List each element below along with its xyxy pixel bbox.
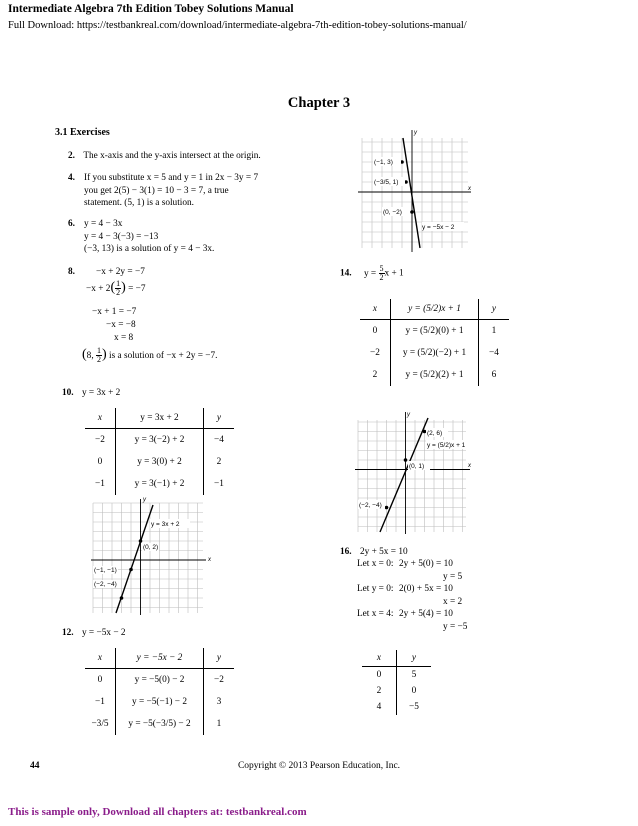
exercise-text: The x-axis and the y-axis intersect at the origin. <box>83 151 261 161</box>
point-label: (−1, 3) <box>374 159 393 166</box>
chapter-heading: Chapter 3 <box>287 95 351 111</box>
document-title: Intermediate Algebra 7th Edition Tobey Solutions Manual <box>8 3 294 15</box>
table-row: −1 y = 3(−1) + 2 −1 <box>85 473 234 495</box>
y-axis-label: y <box>407 412 410 418</box>
exercise-8 <box>68 266 298 376</box>
exercise-line: (−3, 13) is a solution of y = 4 − 3x. <box>84 244 215 254</box>
sample-notice-link[interactable]: This is sample only, Download all chapters at: testbankreal.com <box>8 806 307 818</box>
line-label: y = (5/2)x + 1 <box>427 442 466 449</box>
table-row: 0 y = (5/2)(0) + 1 1 <box>360 320 509 343</box>
table-row: −2 y = (5/2)(−2) + 1 −4 <box>360 342 509 364</box>
exercise-12 <box>62 627 126 640</box>
grid <box>362 138 468 248</box>
exercise-equation: 2y + 5x = 10 <box>359 547 408 557</box>
table-header-row: x y <box>362 650 431 667</box>
equation-line: x = 8 <box>114 333 134 343</box>
exercise-6 <box>68 218 214 256</box>
value-table-10 <box>85 408 234 495</box>
exercise-line: y = 4 − 3x <box>84 219 123 229</box>
exercise-line: y = 4 − 3(−3) = −13 <box>84 231 159 242</box>
table-row: −2 y = 3(−2) + 2 −4 <box>85 429 234 452</box>
graph-ex12 <box>340 128 475 256</box>
point-label: (−2, −4) <box>94 581 117 588</box>
table-row: 0 y = −5(0) − 2 −2 <box>85 669 234 692</box>
exercise-number: 14. <box>340 268 352 279</box>
equation-line: −x = −8 <box>106 320 136 330</box>
table-row: 2 y = (5/2)(2) + 1 6 <box>360 364 509 386</box>
exercise-number: 12. <box>62 628 74 638</box>
point-label: (−2, −4) <box>359 502 382 509</box>
value-table-16 <box>362 650 431 715</box>
exercise-number: 2. <box>68 151 75 161</box>
table-row: 0 5 <box>362 667 431 684</box>
point-label: (0, 2) <box>143 544 159 551</box>
point <box>129 568 133 572</box>
table-row: 2 0 <box>362 683 431 699</box>
point <box>139 539 143 543</box>
exercise-number: 10. <box>62 388 74 398</box>
equation-line: −x + 1 = −7 <box>92 307 137 317</box>
point-label: (2, 6) <box>427 430 443 437</box>
equation-line: −x + 2( $\frac{1}{2}$ ) = −7 <box>86 279 146 298</box>
table-row: 4 −5 <box>362 699 431 715</box>
graph-line <box>403 138 420 248</box>
table-row: 0 y = 3(0) + 2 2 <box>85 451 234 473</box>
solution-line: (8, $\frac{1}{2}$ ) is a solution of −x + 2y = −7. <box>82 346 218 365</box>
line-label: y = −5x − 2 <box>422 224 455 231</box>
point-label: (−1, −1) <box>94 567 117 574</box>
ex16-work: Let x = 0: 2y + 5(0) = 10 y = 5 Let y = 0: 2(0) + 5x = 10 x = 2 Let x = 4: 2y + 5(4) = 10 y = −5 <box>357 559 468 632</box>
section-heading: 3.1 Exercises <box>55 127 110 138</box>
value-table-14 <box>360 299 509 386</box>
download-link[interactable]: Full Download: https://testbankreal.com/download/intermediate-algebra-7th-edition-tobey-solutions-manual/ <box>8 20 467 31</box>
exercise-line: statement. (5, 1) is a solution. <box>84 198 194 208</box>
table-row: −1 y = −5(−1) − 2 3 <box>85 691 234 713</box>
copyright: Copyright © 2013 Pearson Education, Inc. <box>237 761 401 771</box>
point <box>120 596 124 600</box>
x-axis-label: x <box>468 463 471 469</box>
table-header-row: x y = −5x − 2 y <box>85 648 234 669</box>
table-row: −3/5 y = −5(−3/5) − 2 1 <box>85 713 234 735</box>
exercise-number: 4. <box>68 173 75 183</box>
equation-line: −x + 2y = −7 <box>96 267 145 277</box>
exercise-line: If you substitute x = 5 and y = 1 in 2x − 3y = 7 <box>84 173 259 183</box>
y-axis-label: y <box>414 130 417 136</box>
exercise-number: 6. <box>68 219 75 229</box>
exercise-number: 16. <box>340 547 352 557</box>
exercise-14: 14. y = $\frac{5}{2}$ x + 1 <box>340 264 404 282</box>
exercise-number: 8. <box>68 267 75 277</box>
exercise-equation: y = 3x + 2 <box>81 388 121 398</box>
graph-line <box>380 418 428 532</box>
exercise-10 <box>62 387 120 400</box>
table-header-row: x y = 3x + 2 y <box>85 408 234 429</box>
page-number: 44 <box>30 761 40 771</box>
graph-ex10 <box>88 495 218 617</box>
exercise-2 <box>68 150 261 163</box>
point-label: (0, 1) <box>409 463 425 470</box>
table-header-row: x y = (5/2)x + 1 y <box>360 299 509 320</box>
point-label: (0, −2) <box>383 209 402 216</box>
x-axis-label: x <box>468 186 471 192</box>
grid <box>358 420 466 532</box>
graph-ex14 <box>350 410 475 538</box>
exercise-4 <box>68 172 258 210</box>
exercise-16 <box>340 546 408 559</box>
point-label: (−3/5, 1) <box>374 179 399 186</box>
x-axis-label: x <box>208 557 211 563</box>
exercise-equation: y = −5x − 2 <box>81 628 126 638</box>
y-axis-label: y <box>143 497 146 503</box>
value-table-12 <box>85 648 234 735</box>
line-label: y = 3x + 2 <box>151 521 180 528</box>
exercise-line: you get 2(5) − 3(1) = 10 − 3 = 7, a true <box>84 185 229 196</box>
